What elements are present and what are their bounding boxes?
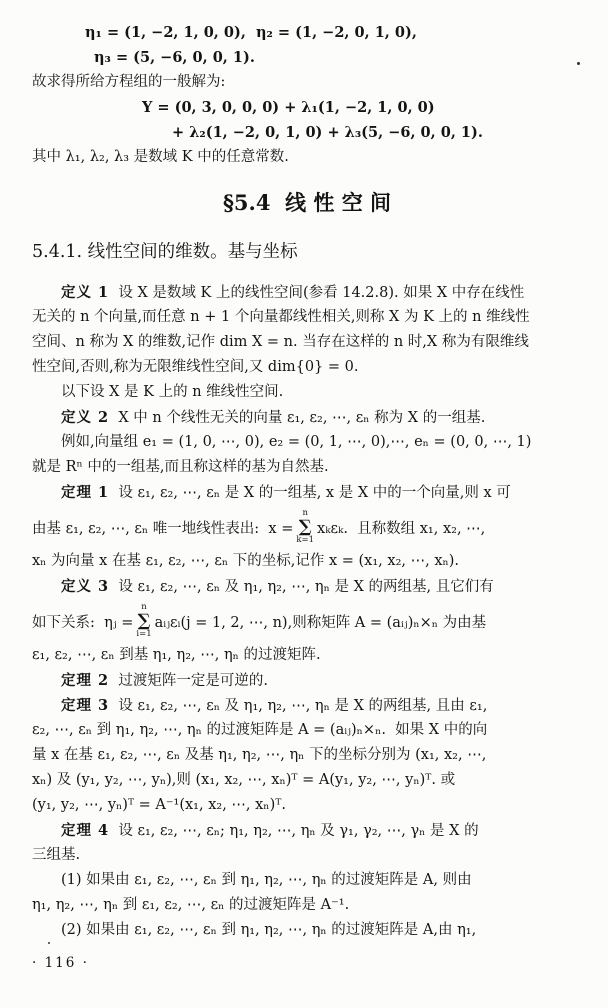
theorem4-label: 定理 4 bbox=[61, 822, 110, 839]
math-line-eta3: η₃ = (5, −6, 0, 0, 1). bbox=[94, 49, 255, 66]
body-line-theorem3 bbox=[32, 693, 582, 718]
body-line: η₁, η₂, ⋯, ηₙ 到 ε₁, ε₂, ⋯, εₙ 的过渡矩阵是 A⁻¹. bbox=[32, 897, 350, 913]
formula-post-text: aᵢⱼεᵢ(j = 1, 2, ⋯, n),则称矩阵 A = (aᵢⱼ)ₙ×ₙ 为由基 bbox=[154, 614, 487, 631]
definition3-label: 定义 3 bbox=[61, 578, 110, 595]
body-line-definition2 bbox=[32, 405, 582, 430]
line-text: 设 X 是数域 K 上的线性空间(参看 14.2.8). 如果 X 中存在线性 bbox=[109, 285, 525, 301]
body-line: 无关的 n 个向量,而任意 n + 1 个向量都线性相关,则称 X 为 K 上的 n 维线性 bbox=[32, 309, 530, 325]
math-line-general-solution-2: + λ₂(1, −2, 0, 1, 0) + λ₃(5, −6, 0, 0, 1). bbox=[172, 124, 483, 141]
scan-speck bbox=[577, 62, 580, 65]
definition2-label: 定义 2 bbox=[61, 409, 110, 426]
body-line-item2: (2) 如果由 ε₁, ε₂, ⋯, εₙ 到 η₁, η₂, ⋯, ηₙ 的过渡矩阵是 A,由 η₁, bbox=[61, 922, 477, 938]
sigma-icon: ∑ bbox=[298, 516, 312, 537]
theorem3-label: 定理 3 bbox=[61, 697, 110, 714]
line-text: 设 ε₁, ε₂, ⋯, εₙ 是 X 的一组基, x 是 X 中的一个向量,则 x 可 bbox=[109, 485, 511, 501]
summation-upper-limit: n bbox=[302, 508, 308, 519]
theorem1-label: 定理 1 bbox=[61, 484, 110, 501]
math-line-general-solution-1: Y = (0, 3, 0, 0, 0) + λ₁(1, −2, 1, 0, 0) bbox=[142, 99, 435, 116]
body-line: 以下设 X 是 K 上的 n 维线性空间. bbox=[61, 384, 284, 400]
formula-line-sum-basis bbox=[32, 505, 582, 549]
body-line: ε₁, ε₂, ⋯, εₙ 到基 η₁, η₂, ⋯, ηₙ 的过渡矩阵. bbox=[32, 647, 321, 663]
body-line: 量 x 在基 ε₁, ε₂, ⋯, εₙ 及基 η₁, η₂, ⋯, ηₙ 下的坐标分别为 (x₁, x₂, ⋯, bbox=[32, 747, 487, 763]
theorem2-label: 定理 2 bbox=[61, 672, 110, 689]
formula-pre-text: 由基 ε₁, ε₂, ⋯, εₙ 唯一地线性表出: x = bbox=[32, 520, 294, 537]
body-line-theorem4 bbox=[32, 818, 582, 843]
summation-lower-limit: k=1 bbox=[296, 534, 315, 545]
body-line-definition3 bbox=[32, 574, 582, 599]
page-number: · 116 · bbox=[32, 955, 89, 971]
summation-lower-limit: i=1 bbox=[136, 628, 152, 639]
formula-post-text: xₖεₖ. 且称数组 x₁, x₂, ⋯, bbox=[317, 520, 486, 537]
body-text-block bbox=[32, 280, 582, 943]
body-line: 空间、n 称为 X 的维数,记作 dim X = n. 当存在这样的 n 时,X 称为有限维线 bbox=[32, 334, 529, 350]
line-text: 设 ε₁, ε₂, ⋯, εₙ; η₁, η₂, ⋯, ηₙ 及 γ₁, γ₂, ⋯, γₙ 是 X 的 bbox=[109, 823, 479, 839]
line-text: 过渡矩阵一定是可逆的. bbox=[109, 673, 268, 689]
body-line-definition1 bbox=[32, 280, 582, 305]
definition1-label: 定义 1 bbox=[61, 284, 110, 301]
body-line-solution-intro: 故求得所给方程组的一般解为: bbox=[32, 74, 226, 90]
body-line: 例如,向量组 e₁ = (1, 0, ⋯, 0), e₂ = (0, 1, ⋯, 0),⋯, eₙ = (0, 0, ⋯, 1) bbox=[61, 434, 532, 450]
summation-symbol bbox=[296, 509, 314, 545]
body-line-theorem2 bbox=[32, 668, 582, 693]
body-line-theorem1 bbox=[32, 480, 582, 505]
formula-pre-text: 如下关系: ηⱼ = bbox=[32, 614, 134, 631]
body-line-lambda-note: 其中 λ₁, λ₂, λ₃ 是数域 K 中的任意常数. bbox=[32, 149, 289, 165]
body-line-item1: (1) 如果由 ε₁, ε₂, ⋯, εₙ 到 η₁, η₂, ⋯, ηₙ 的过渡矩阵是 A, 则由 bbox=[61, 872, 472, 888]
body-line: xₙ 为向量 x 在基 ε₁, ε₂, ⋯, εₙ 下的坐标,记作 x = (x₁, x₂, ⋯, xₙ). bbox=[32, 553, 460, 569]
sigma-icon: ∑ bbox=[137, 610, 151, 631]
summation-symbol bbox=[136, 603, 151, 639]
section-heading: §5.4 线 性 空 间 bbox=[222, 190, 392, 215]
body-line: (y₁, y₂, ⋯, yₙ)ᵀ = A⁻¹(x₁, x₂, ⋯, xₙ)ᵀ. bbox=[32, 797, 286, 813]
summation-upper-limit: n bbox=[141, 602, 147, 613]
line-text: X 中 n 个线性无关的向量 ε₁, ε₂, ⋯, εₙ 称为 X 的一组基. bbox=[109, 410, 486, 426]
subsection-heading: 5.4.1. 线性空间的维数。基与坐标 bbox=[32, 242, 298, 262]
body-line: xₙ) 及 (y₁, y₂, ⋯, yₙ),则 (x₁, x₂, ⋯, xₙ)ᵀ = A(y₁, y₂, ⋯, yₙ)ᵀ. 或 bbox=[32, 772, 456, 788]
body-line: 三组基. bbox=[32, 847, 81, 863]
math-line-eta12: η₁ = (1, −2, 1, 0, 0), η₂ = (1, −2, 0, 1, 0), bbox=[85, 24, 417, 41]
body-line: ε₂, ⋯, εₙ 到 η₁, η₂, ⋯, ηₙ 的过渡矩阵是 A = (aᵢⱼ)ₙ×ₙ. 如果 X 中的向 bbox=[32, 722, 488, 738]
body-line: 性空间,否则,称为无限维线性空间,又 dim{0} = 0. bbox=[32, 359, 359, 375]
formula-line-transition bbox=[32, 599, 582, 643]
line-text: 设 ε₁, ε₂, ⋯, εₙ 及 η₁, η₂, ⋯, ηₙ 是 X 的两组基, 且由 ε₁, bbox=[109, 698, 488, 714]
line-text: 设 ε₁, ε₂, ⋯, εₙ 及 η₁, η₂, ⋯, ηₙ 是 X 的两组基, 且它们有 bbox=[109, 579, 494, 595]
scan-speck bbox=[48, 942, 50, 944]
body-line: 就是 Rⁿ 中的一组基,而且称这样的基为自然基. bbox=[32, 459, 329, 475]
